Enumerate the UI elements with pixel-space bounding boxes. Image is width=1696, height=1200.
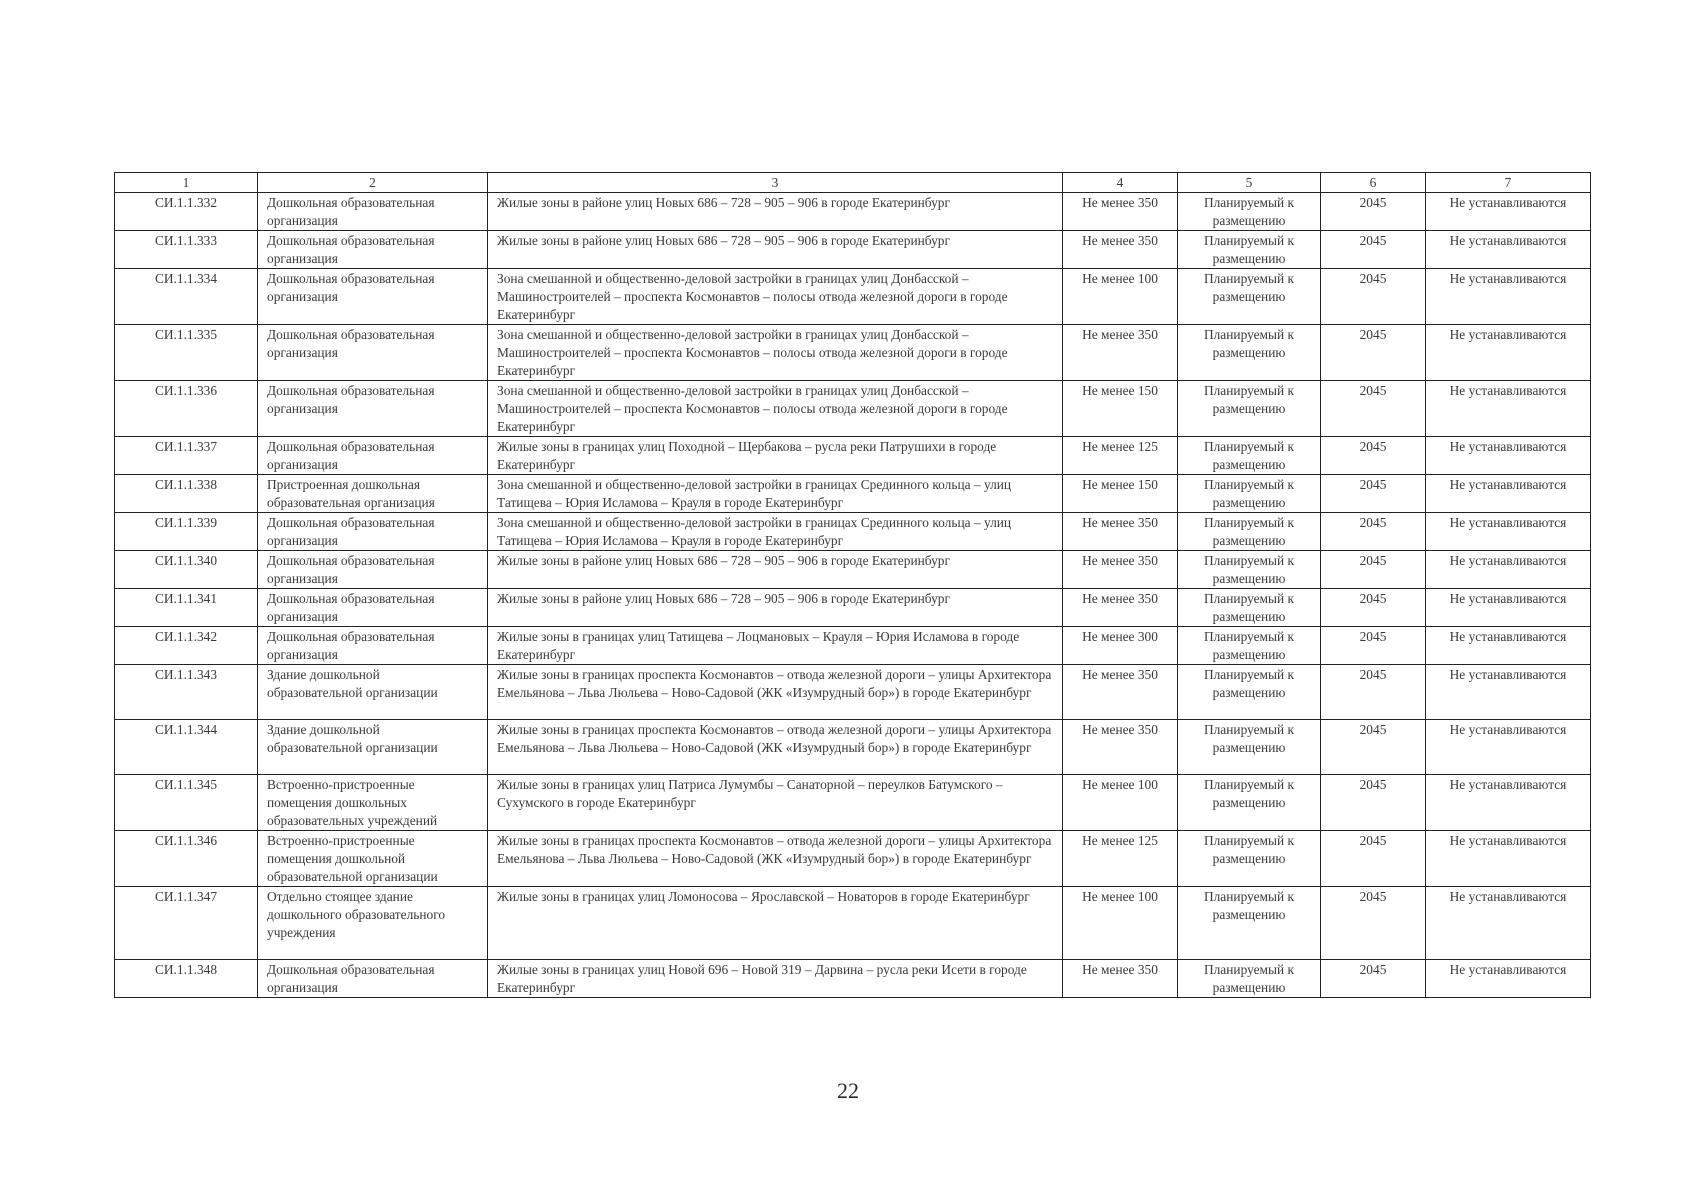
- table-row: [115, 665, 1591, 720]
- cell-status: Планируемый к размещению: [1178, 475, 1321, 513]
- cell-zones: Не устанавливаются: [1426, 887, 1591, 960]
- cell-status: Планируемый к размещению: [1178, 193, 1321, 231]
- cell-row-id: СИ.1.1.345: [115, 775, 258, 831]
- cell-location: Зона смешанной и общественно-деловой застройки в границах улиц Донбасской – Машиностроителей – проспекта Космонавтов – полосы отвода железной дороги в городе Екатеринбург: [488, 381, 1063, 437]
- column-header-1: 1: [115, 173, 258, 193]
- cell-capacity: Не менее 350: [1063, 551, 1178, 589]
- cell-object-name: Пристроенная дошкольная образовательная организация: [258, 475, 488, 513]
- table-row: [115, 475, 1591, 513]
- table-row: [115, 437, 1591, 475]
- page-number: 22: [837, 1078, 859, 1103]
- cell-capacity: Не менее 300: [1063, 627, 1178, 665]
- table-header: [115, 173, 1591, 193]
- cell-year: 2045: [1321, 720, 1426, 775]
- cell-year: 2045: [1321, 831, 1426, 887]
- cell-object-name: Дошкольная образовательная организация: [258, 325, 488, 381]
- cell-status: Планируемый к размещению: [1178, 589, 1321, 627]
- cell-status: Планируемый к размещению: [1178, 551, 1321, 589]
- cell-status: Планируемый к размещению: [1178, 269, 1321, 325]
- cell-object-name: Отдельно стоящее здание дошкольного образовательного учреждения: [258, 887, 488, 960]
- cell-status: Планируемый к размещению: [1178, 775, 1321, 831]
- cell-row-id: СИ.1.1.338: [115, 475, 258, 513]
- cell-object-name: Здание дошкольной образовательной организации: [258, 720, 488, 775]
- column-header-7: 7: [1426, 173, 1591, 193]
- cell-zones: Не устанавливаются: [1426, 589, 1591, 627]
- cell-location: Жилые зоны в районе улиц Новых 686 – 728 – 905 – 906 в городе Екатеринбург: [488, 551, 1063, 589]
- cell-object-name: Дошкольная образовательная организация: [258, 437, 488, 475]
- column-header-5: 5: [1178, 173, 1321, 193]
- cell-status: Планируемый к размещению: [1178, 381, 1321, 437]
- cell-object-name: Дошкольная образовательная организация: [258, 960, 488, 998]
- cell-row-id: СИ.1.1.341: [115, 589, 258, 627]
- cell-capacity: Не менее 350: [1063, 231, 1178, 269]
- cell-object-name: Дошкольная образовательная организация: [258, 513, 488, 551]
- cell-zones: Не устанавливаются: [1426, 231, 1591, 269]
- cell-object-name: Дошкольная образовательная организация: [258, 231, 488, 269]
- cell-row-id: СИ.1.1.332: [115, 193, 258, 231]
- cell-status: Планируемый к размещению: [1178, 231, 1321, 269]
- cell-location: Жилые зоны в районе улиц Новых 686 – 728 – 905 – 906 в городе Екатеринбург: [488, 589, 1063, 627]
- table-row: [115, 775, 1591, 831]
- cell-capacity: Не менее 100: [1063, 269, 1178, 325]
- cell-row-id: СИ.1.1.337: [115, 437, 258, 475]
- cell-object-name: Дошкольная образовательная организация: [258, 193, 488, 231]
- cell-row-id: СИ.1.1.343: [115, 665, 258, 720]
- cell-location: Жилые зоны в границах проспекта Космонавтов – отвода железной дороги – улицы Архитектора Емельянова – Льва Люльева – Ново-Садовой (ЖК «Изумрудный бор») в городе Екатеринбург: [488, 720, 1063, 775]
- cell-year: 2045: [1321, 627, 1426, 665]
- cell-capacity: Не менее 125: [1063, 437, 1178, 475]
- cell-location: Жилые зоны в границах улиц Новой 696 – Новой 319 – Дарвина – русла реки Исети в городе Екатеринбург: [488, 960, 1063, 998]
- table-row: [115, 627, 1591, 665]
- cell-year: 2045: [1321, 437, 1426, 475]
- cell-row-id: СИ.1.1.342: [115, 627, 258, 665]
- cell-zones: Не устанавливаются: [1426, 513, 1591, 551]
- cell-object-name: Встроенно-пристроенные помещения дошкольных образовательных учреждений: [258, 775, 488, 831]
- cell-status: Планируемый к размещению: [1178, 831, 1321, 887]
- table-row: [115, 193, 1591, 231]
- cell-zones: Не устанавливаются: [1426, 960, 1591, 998]
- cell-row-id: СИ.1.1.346: [115, 831, 258, 887]
- column-header-6: 6: [1321, 173, 1426, 193]
- cell-status: Планируемый к размещению: [1178, 513, 1321, 551]
- cell-capacity: Не менее 350: [1063, 193, 1178, 231]
- cell-location: Жилые зоны в районе улиц Новых 686 – 728 – 905 – 906 в городе Екатеринбург: [488, 231, 1063, 269]
- cell-capacity: Не менее 350: [1063, 513, 1178, 551]
- cell-year: 2045: [1321, 381, 1426, 437]
- cell-object-name: Дошкольная образовательная организация: [258, 551, 488, 589]
- cell-capacity: Не менее 350: [1063, 589, 1178, 627]
- column-header-2: 2: [258, 173, 488, 193]
- cell-location: Жилые зоны в границах проспекта Космонавтов – отвода железной дороги – улицы Архитектора Емельянова – Льва Люльева – Ново-Садовой (ЖК «Изумрудный бор») в городе Екатеринбург: [488, 665, 1063, 720]
- cell-capacity: Не менее 350: [1063, 665, 1178, 720]
- table-row: [115, 513, 1591, 551]
- table-body: [115, 193, 1591, 998]
- table-row: [115, 887, 1591, 960]
- cell-capacity: Не менее 125: [1063, 831, 1178, 887]
- cell-location: Жилые зоны в границах улиц Татищева – Лоцмановых – Крауля – Юрия Исламова в городе Екатеринбург: [488, 627, 1063, 665]
- cell-row-id: СИ.1.1.335: [115, 325, 258, 381]
- cell-location: Жилые зоны в границах проспекта Космонавтов – отвода железной дороги – улицы Архитектора Емельянова – Льва Люльева – Ново-Садовой (ЖК «Изумрудный бор») в городе Екатеринбург: [488, 831, 1063, 887]
- cell-status: Планируемый к размещению: [1178, 887, 1321, 960]
- cell-location: Зона смешанной и общественно-деловой застройки в границах улиц Донбасской – Машиностроителей – проспекта Космонавтов – полосы отвода железной дороги в городе Екатеринбург: [488, 269, 1063, 325]
- cell-capacity: Не менее 100: [1063, 887, 1178, 960]
- column-header-4: 4: [1063, 173, 1178, 193]
- cell-capacity: Не менее 350: [1063, 325, 1178, 381]
- cell-year: 2045: [1321, 513, 1426, 551]
- cell-location: Жилые зоны в границах улиц Ломоносова – Ярославской – Новаторов в городе Екатеринбург: [488, 887, 1063, 960]
- cell-zones: Не устанавливаются: [1426, 475, 1591, 513]
- document-table: [114, 172, 1591, 998]
- cell-capacity: Не менее 350: [1063, 960, 1178, 998]
- cell-year: 2045: [1321, 475, 1426, 513]
- cell-year: 2045: [1321, 325, 1426, 381]
- cell-zones: Не устанавливаются: [1426, 381, 1591, 437]
- cell-year: 2045: [1321, 775, 1426, 831]
- table-row: [115, 831, 1591, 887]
- cell-capacity: Не менее 350: [1063, 720, 1178, 775]
- cell-status: Планируемый к размещению: [1178, 720, 1321, 775]
- cell-capacity: Не менее 100: [1063, 775, 1178, 831]
- cell-year: 2045: [1321, 193, 1426, 231]
- cell-location: Жилые зоны в границах улиц Походной – Щербакова – русла реки Патрушихи в городе Екатеринбург: [488, 437, 1063, 475]
- cell-row-id: СИ.1.1.347: [115, 887, 258, 960]
- cell-zones: Не устанавливаются: [1426, 665, 1591, 720]
- cell-year: 2045: [1321, 665, 1426, 720]
- cell-year: 2045: [1321, 887, 1426, 960]
- cell-zones: Не устанавливаются: [1426, 831, 1591, 887]
- cell-zones: Не устанавливаются: [1426, 325, 1591, 381]
- cell-row-id: СИ.1.1.340: [115, 551, 258, 589]
- cell-location: Жилые зоны в районе улиц Новых 686 – 728 – 905 – 906 в городе Екатеринбург: [488, 193, 1063, 231]
- cell-capacity: Не менее 150: [1063, 475, 1178, 513]
- cell-zones: Не устанавливаются: [1426, 627, 1591, 665]
- table-row: [115, 381, 1591, 437]
- cell-row-id: СИ.1.1.344: [115, 720, 258, 775]
- cell-status: Планируемый к размещению: [1178, 437, 1321, 475]
- cell-object-name: Дошкольная образовательная организация: [258, 381, 488, 437]
- column-header-3: 3: [488, 173, 1063, 193]
- cell-row-id: СИ.1.1.348: [115, 960, 258, 998]
- cell-zones: Не устанавливаются: [1426, 437, 1591, 475]
- cell-location: Зона смешанной и общественно-деловой застройки в границах Срединного кольца – улиц Татищева – Юрия Исламова – Крауля в городе Екатеринбург: [488, 513, 1063, 551]
- cell-zones: Не устанавливаются: [1426, 551, 1591, 589]
- cell-location: Зона смешанной и общественно-деловой застройки в границах улиц Донбасской – Машиностроителей – проспекта Космонавтов – полосы отвода железной дороги в городе Екатеринбург: [488, 325, 1063, 381]
- cell-row-id: СИ.1.1.336: [115, 381, 258, 437]
- cell-row-id: СИ.1.1.333: [115, 231, 258, 269]
- table-row: [115, 325, 1591, 381]
- cell-status: Планируемый к размещению: [1178, 325, 1321, 381]
- table-row: [115, 551, 1591, 589]
- cell-zones: Не устанавливаются: [1426, 720, 1591, 775]
- cell-zones: Не устанавливаются: [1426, 775, 1591, 831]
- cell-year: 2045: [1321, 231, 1426, 269]
- cell-year: 2045: [1321, 589, 1426, 627]
- cell-year: 2045: [1321, 960, 1426, 998]
- cell-row-id: СИ.1.1.339: [115, 513, 258, 551]
- cell-location: Зона смешанной и общественно-деловой застройки в границах Срединного кольца – улиц Татищева – Юрия Исламова – Крауля в городе Екатеринбург: [488, 475, 1063, 513]
- table-row: [115, 589, 1591, 627]
- cell-object-name: Дошкольная образовательная организация: [258, 269, 488, 325]
- cell-row-id: СИ.1.1.334: [115, 269, 258, 325]
- cell-status: Планируемый к размещению: [1178, 960, 1321, 998]
- cell-year: 2045: [1321, 551, 1426, 589]
- cell-zones: Не устанавливаются: [1426, 269, 1591, 325]
- cell-status: Планируемый к размещению: [1178, 665, 1321, 720]
- cell-year: 2045: [1321, 269, 1426, 325]
- cell-location: Жилые зоны в границах улиц Патриса Лумумбы – Санаторной – переулков Батумского – Сухумского в городе Екатеринбург: [488, 775, 1063, 831]
- cell-status: Планируемый к размещению: [1178, 627, 1321, 665]
- table-row: [115, 720, 1591, 775]
- cell-object-name: Дошкольная образовательная организация: [258, 627, 488, 665]
- table-row: [115, 960, 1591, 998]
- table-row: [115, 269, 1591, 325]
- cell-object-name: Здание дошкольной образовательной организации: [258, 665, 488, 720]
- header-row: [115, 173, 1591, 193]
- cell-object-name: Встроенно-пристроенные помещения дошкольной образовательной организации: [258, 831, 488, 887]
- table-row: [115, 231, 1591, 269]
- cell-zones: Не устанавливаются: [1426, 193, 1591, 231]
- cell-object-name: Дошкольная образовательная организация: [258, 589, 488, 627]
- cell-capacity: Не менее 150: [1063, 381, 1178, 437]
